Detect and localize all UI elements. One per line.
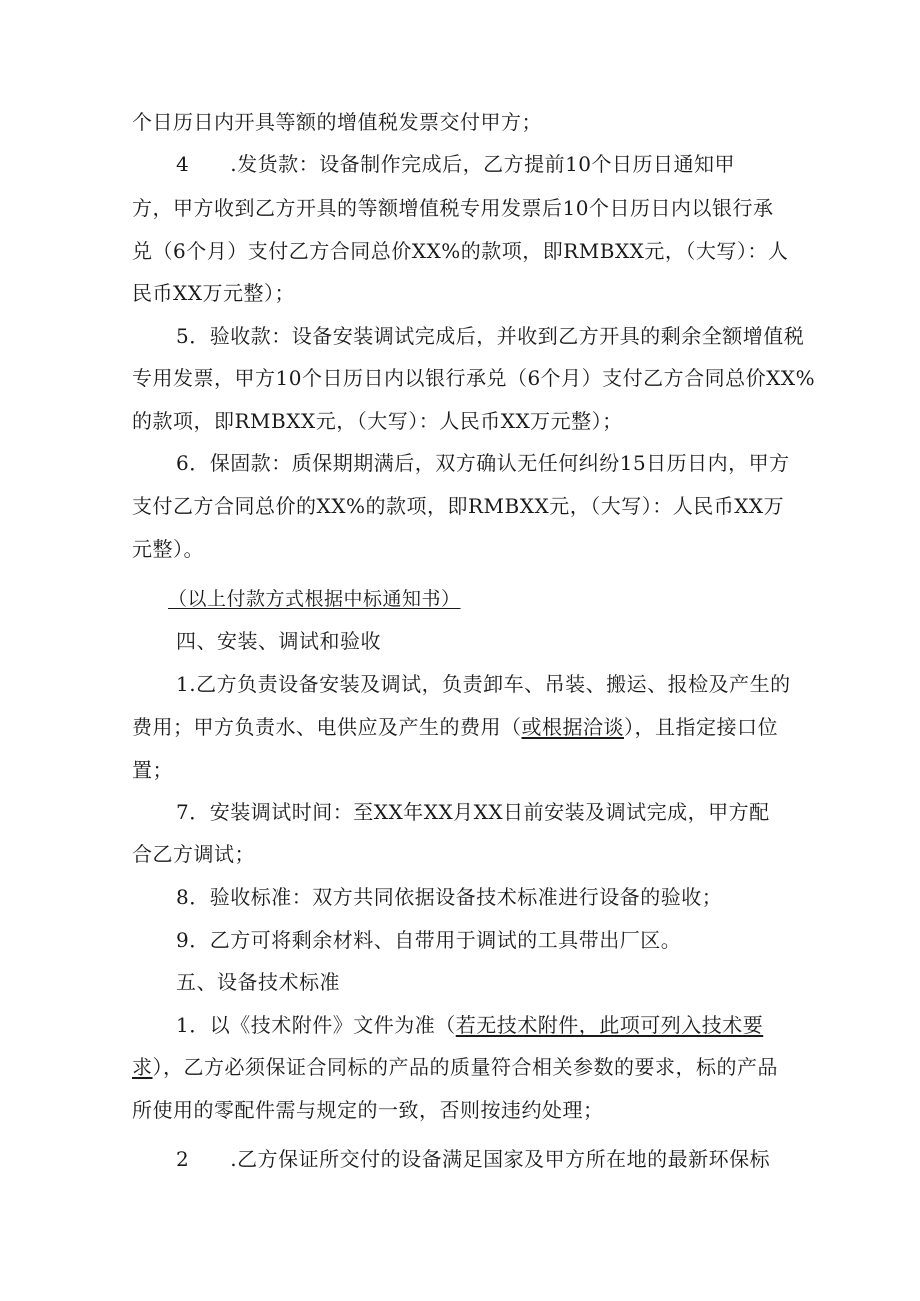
underlined-segment: 若无技术附件，此项可列入技术要 — [455, 1013, 764, 1037]
clause-9: 9．乙方可将剩余材料、自带用于调试的工具带出厂区。 — [176, 928, 682, 952]
text-segment: 费用；甲方负责水、电供应及产生的费用（ — [132, 715, 522, 739]
clause-4-start: 4 .发货款：设备制作完成后，乙方提前10个日历日通知甲 — [176, 152, 736, 176]
clause-7-start: 7．安装调试时间：至XX年XX月XX日前安装及调试完成，甲方配 — [176, 800, 770, 824]
clause-1-tech-start — [176, 1011, 772, 1039]
text-line: 置； — [132, 758, 173, 782]
text-line: 元整）。 — [132, 537, 204, 561]
text-line: 民币XX万元整）； — [132, 281, 295, 305]
text-line: 合乙方调试； — [132, 842, 255, 866]
text-line: 兑（6个月）支付乙方合同总价XX%的款项，即RMBXX元，（大写）：人 — [132, 239, 789, 263]
text-line: 专用发票，甲方10个日历日内以银行承兑（6个月）支付乙方合同总价XX% — [132, 366, 816, 390]
underlined-segment: 或根据洽谈 — [521, 715, 624, 739]
payment-note: （以上付款方式根据中标通知书） — [168, 588, 461, 610]
text-line-with-underline — [132, 713, 778, 741]
clause-1-start: 1.乙方负责设备安装及调试，负责卸车、吊装、搬运、报检及产生的 — [176, 672, 791, 696]
text-segment: ），乙方必须保证合同标的产品的质量符合相关参数的要求，标的产品 — [152, 1055, 778, 1079]
clause-2-start: 2 .乙方保证所交付的设备满足国家及甲方所在地的最新环保标 — [176, 1147, 771, 1171]
clause-6-start: 6．保固款：质保期期满后，双方确认无任何纠纷15日历日内，甲方 — [176, 451, 790, 475]
text-line: 所使用的零配件需与规定的一致，否则按违约处理； — [132, 1098, 604, 1122]
clause-8: 8．验收标准：双方共同依据设备技术标准进行设备的验收； — [176, 885, 723, 909]
text-line: 方，甲方收到乙方开具的等额增值税专用发票后10个日历日内以银行承 — [132, 196, 774, 220]
text-line: 支付乙方合同总价的XX%的款项，即RMBXX元，（大写）：人民币XX万 — [132, 494, 785, 518]
clause-5-start: 5．验收款：设备安装调试完成后，并收到乙方开具的剩余全额增值税 — [176, 324, 805, 348]
text-segment: ），且指定接口位 — [624, 715, 778, 739]
section-five-heading: 五、设备技术标准 — [176, 970, 340, 994]
text-line: 的款项，即RMBXX元，（大写）：人民币XX万元整）； — [132, 409, 623, 433]
text-line: 个日历日内开具等额的增值税发票交付甲方； — [132, 110, 542, 134]
underlined-segment: 求 — [132, 1055, 153, 1079]
section-four-heading: 四、安装、调试和验收 — [176, 629, 381, 653]
text-segment: 1．以《技术附件》文件为准（ — [176, 1013, 456, 1037]
text-line-with-underline — [132, 1053, 778, 1081]
